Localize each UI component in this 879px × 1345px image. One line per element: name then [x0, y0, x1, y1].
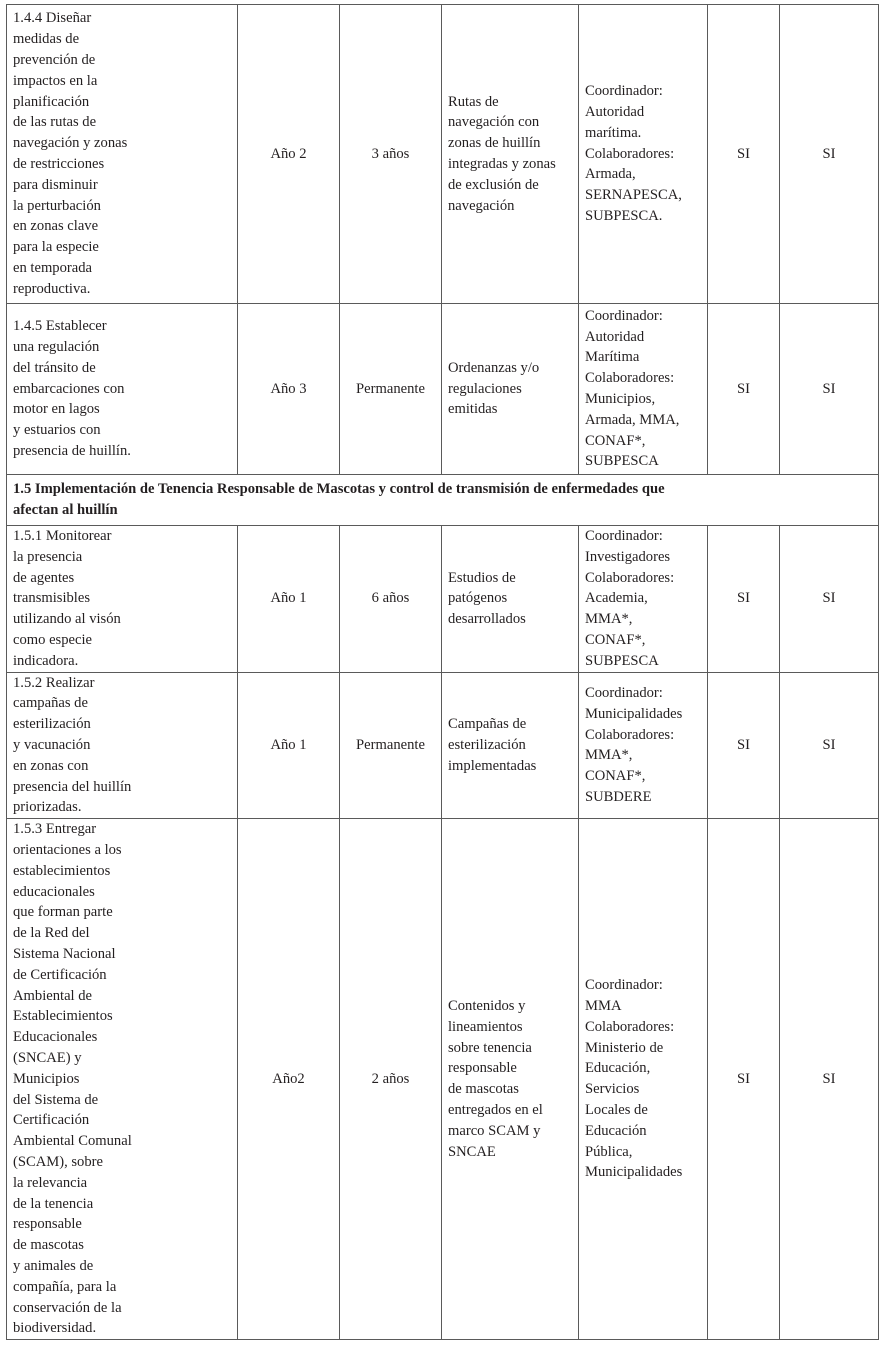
duration-cell: Permanente	[340, 304, 442, 475]
duration-cell: 3 años	[340, 5, 442, 304]
indicator-text: Contenidos y lineamientos sobre tenencia responsable de mascotas entregados en el marco SCAM y SNCAE	[448, 997, 543, 1160]
responsible-cell	[579, 526, 708, 673]
action-text: 1.4.4 Diseñar medidas de prevención de impactos en la planificación de las rutas de navegación y zonas de restricciones para disminuir la perturbación en zonas clave para la especie en temporada reproductiva.	[13, 10, 128, 297]
start-cell: Año 1	[238, 672, 340, 819]
indicator-text: Rutas de navegación con zonas de huillín integradas y zonas de exclusión de navegación	[448, 93, 556, 214]
responsible-cell	[579, 819, 708, 1340]
action-cell	[7, 819, 238, 1340]
responsible-text: Coordinador: MMA Colaboradores: Ministerio de Educación, Servicios Locales de Educación Pública, Municipalidades	[585, 977, 683, 1181]
indicator-text: Estudios de patógenos desarrollados	[448, 569, 526, 628]
start-cell: Año 2	[238, 5, 340, 304]
flag-a-cell: SI	[708, 304, 780, 475]
responsible-text: Coordinador: Autoridad Marítima Colaboradores: Municipios, Armada, MMA, CONAF*, SUBPESCA	[585, 307, 680, 470]
responsible-cell	[579, 5, 708, 304]
action-text: 1.5.3 Entregar orientaciones a los establecimientos educacionales que forman parte de la Red del Sistema Nacional de Certificación Ambiental de Establecimientos Educacionales (SNCAE) y Municipios del Sistema de Certificación Ambiental Comunal (SCAM), sobre la relevancia de la tenencia responsable de mascotas y animales de compañía, para la conservación de la biodiversidad.	[13, 821, 132, 1337]
duration-cell: 6 años	[340, 526, 442, 673]
flag-a-cell: SI	[708, 672, 780, 819]
action-cell	[7, 304, 238, 475]
table-row-1-5-2	[7, 672, 879, 819]
indicator-cell	[442, 5, 579, 304]
responsible-cell	[579, 672, 708, 819]
table-row-1-5-3	[7, 819, 879, 1340]
flag-b-cell: SI	[780, 526, 879, 673]
indicator-cell	[442, 672, 579, 819]
action-plan-table	[6, 4, 879, 1340]
indicator-text: Campañas de esterilización implementadas	[448, 716, 537, 774]
table-row-1-4-4	[7, 5, 879, 304]
indicator-text: Ordenanzas y/o regulaciones emitidas	[448, 359, 540, 418]
duration-cell: Permanente	[340, 672, 442, 819]
section-header-row	[7, 475, 879, 526]
flag-a-cell: SI	[708, 819, 780, 1340]
action-text: 1.5.1 Monitorear la presencia de agentes transmisibles utilizando al visón como especie indicadora.	[13, 528, 121, 669]
flag-b-cell: SI	[780, 819, 879, 1340]
action-text: 1.5.2 Realizar campañas de esterilización y vacunación en zonas con presencia del huillín priorizadas.	[13, 674, 132, 816]
indicator-cell	[442, 526, 579, 673]
action-cell	[7, 5, 238, 304]
responsible-cell	[579, 304, 708, 475]
section-title: 1.5 Implementación de Tenencia Responsable de Mascotas y control de transmisión de enfermedades que afectan al huillín	[13, 481, 665, 518]
flag-a-cell: SI	[708, 5, 780, 304]
start-cell: Año 1	[238, 526, 340, 673]
action-cell	[7, 526, 238, 673]
action-text: 1.4.5 Establecer una regulación del tránsito de embarcaciones con motor en lagos y estuarios con presencia de huillín.	[13, 318, 131, 459]
section-title-cell	[7, 475, 879, 526]
table-row-1-4-5	[7, 304, 879, 475]
flag-b-cell: SI	[780, 5, 879, 304]
indicator-cell	[442, 304, 579, 475]
responsible-text: Coordinador: Municipalidades Colaboradores: MMA*, CONAF*, SUBDERE	[585, 684, 683, 805]
responsible-text: Coordinador: Autoridad marítima. Colaboradores: Armada, SERNAPESCA, SUBPESCA.	[585, 83, 682, 224]
start-cell: Año2	[238, 819, 340, 1340]
flag-b-cell: SI	[780, 304, 879, 475]
responsible-text: Coordinador: Investigadores Colaboradores: Academia, MMA*, CONAF*, SUBPESCA	[585, 528, 675, 669]
indicator-cell	[442, 819, 579, 1340]
flag-b-cell: SI	[780, 672, 879, 819]
flag-a-cell: SI	[708, 526, 780, 673]
action-cell	[7, 672, 238, 819]
duration-cell: 2 años	[340, 819, 442, 1340]
table-row-1-5-1	[7, 526, 879, 673]
start-cell: Año 3	[238, 304, 340, 475]
